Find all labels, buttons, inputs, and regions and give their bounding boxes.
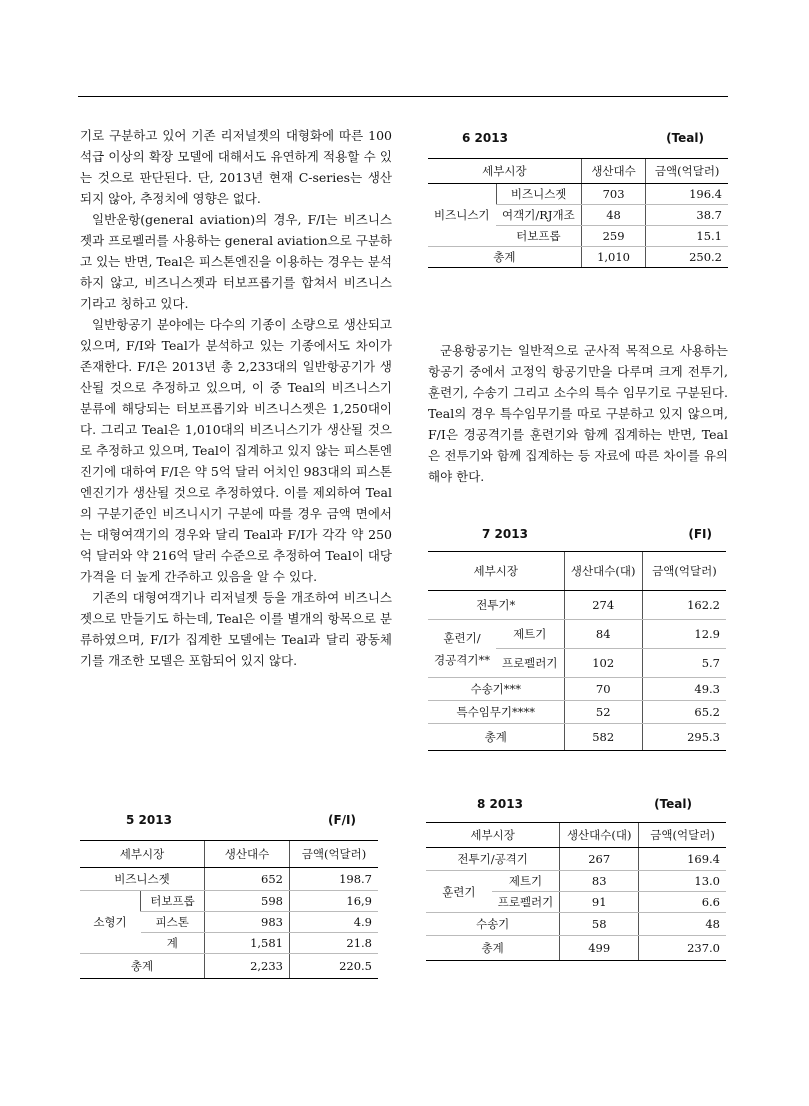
left-column-text [80,125,392,671]
table-7-trainer-row-1-units: 84 [564,620,642,649]
table-7-trainer-row-1-amount: 12.9 [642,620,726,649]
table-6-row-2-amount: 38.7 [646,205,728,226]
table-6-caption-title: 6 2013 [462,131,508,145]
paragraph-2: 일반운항(general aviation)의 경우, F/I는 비즈니스젯과 프로펠러를 사용하는 general aviation으로 구분하고 있는 반면, Teal은 피스톤엔진을 이용하는 경우는 분석하지 않고, 비즈니스젯과 터보프롭기를 합쳐서 비즈니스기라고 칭하고 있다. [80,212,392,311]
table-7 [428,551,726,751]
table-6-header-units: 생산대수 [581,159,646,184]
table-8-trainer-row-2-sub: 프로펠러기 [492,892,560,913]
table-8-trainer-group: 훈련기 [426,871,492,913]
table-5-row-3-amount: 21.8 [290,933,379,954]
table-7-header-units: 생산대수(대) [564,552,642,591]
table-8-transport-units: 58 [560,913,639,936]
table-8-transport-amount: 48 [639,913,726,936]
right-column-text [428,340,728,487]
table-8-header-units: 생산대수(대) [560,823,639,848]
table-7-trainer-group [428,620,496,678]
table-7-total-amount: 295.3 [642,724,726,751]
table-8-fighter-amount: 169.4 [639,848,726,871]
table-7-special-units: 52 [564,701,642,724]
table-5-row-3-sub: 계 [141,933,205,954]
table-6-row-3-sub: 터보프롭 [496,226,581,247]
table-6-row-3-units: 259 [581,226,646,247]
table-5-group: 소형기 [80,891,141,954]
table-7-trainer-row-2-units: 102 [564,649,642,678]
table-5-caption-title: 5 2013 [126,813,172,827]
table-7-total-label: 총계 [428,724,564,751]
table-5-bizjet-units: 652 [205,868,290,891]
table-7-special-amount: 65.2 [642,701,726,724]
table-7-transport-amount: 49.3 [642,678,726,701]
table-5-row-2-units: 983 [205,912,290,933]
table-8 [426,822,726,961]
table-5-total-amount: 220.5 [290,954,379,979]
table-5-row-1-amount: 16,9 [290,891,379,912]
table-5-header-units: 생산대수 [205,841,290,868]
table-5-caption-source: (F/I) [327,813,356,827]
table-8-trainer-row-2-amount: 6.6 [639,892,726,913]
table-7-caption-source: (FI) [688,527,712,541]
paragraph-1: 기로 구분하고 있어 기존 리저널젯의 대형화에 따른 100석급 이상의 확장 모델에 대해서도 유연하게 적용할 수 있는 것으로 판단된다. 단, 2013년 현재 C-series는 생산되지 않아, 추정치에 영향은 없다. [80,128,392,206]
paragraph-4: 기존의 대형여객기나 리저널젯 등을 개조하여 비즈니스젯으로 만들기도 하는데, Teal은 이를 별개의 항목으로 분류하였으며, F/I가 집계한 모델에는 Teal과 달리 광동체기를 개조한 모델은 포함되어 있지 않다. [80,590,392,668]
table-7-total-units: 582 [564,724,642,751]
table-8-caption-source: (Teal) [654,797,692,811]
table-5-header-market: 세부시장 [80,841,205,868]
table-6-header-amount: 금액(억달러) [646,159,728,184]
table-5-bizjet-amount: 198.7 [290,868,379,891]
table-6-row-1-units: 703 [581,184,646,205]
table-8-header-market: 세부시장 [426,823,560,848]
table-8-total-units: 499 [560,936,639,961]
table-6-row-1-amount: 196.4 [646,184,728,205]
paragraph-3: 일반항공기 분야에는 다수의 기종이 소량으로 생산되고 있으며, F/I와 Teal가 분석하고 있는 기종에서도 차이가 존재한다. F/I은 2013년 총 2,233대의 일반항공기가 생산될 것으로 추정하고 있으며, 이 중 Teal의 비즈니스기 분류에 해당되는 터보프롭기와 비즈니스젯은 1,250대이다. 그리고 Teal은 1,010대의 비즈니스기가 생산될 것으로 추정하고 있으며, Teal이 집계하고 있지 않는 피스톤엔진기에 대하여 F/I은 약 5억 달러 어치인 983대의 피스톤 엔진기가 생산될 것으로 추정하였다. 이를 제외하여 Teal의 구분기준인 비즈니시기 구분에 따를 경우 금액 면에서는 대형여객기의 경우와 달리 Teal과 F/I가 각각 약 250억 달러와 약 216억 달러 수준으로 추정하여 Teal이 대당 가격을 더 높게 간주하고 있음을 알 수 있다. [80,317,392,584]
table-7-header-amount: 금액(억달러) [642,552,726,591]
table-8-caption-title: 8 2013 [477,797,523,811]
table-8-trainer-row-1-amount: 13.0 [639,871,726,892]
table-5 [80,840,378,979]
table-8-trainer-row-2-units: 91 [560,892,639,913]
table-7-fighter-amount: 162.2 [642,591,726,620]
table-8-transport-label: 수송기 [426,913,560,936]
table-6 [428,158,728,268]
table-8-total-label: 총계 [426,936,560,961]
table-5-row-2-amount: 4.9 [290,912,379,933]
table-5-row-1-sub: 터보프롭 [141,891,205,912]
table-6-total-label: 총계 [428,247,581,268]
table-5-row-3-units: 1,581 [205,933,290,954]
table-6-row-2-units: 48 [581,205,646,226]
header-rule [78,96,728,97]
table-8-header-amount: 금액(억달러) [639,823,726,848]
table-7-transport-label: 수송기*** [428,678,564,701]
table-8-fighter-units: 267 [560,848,639,871]
paragraph-military: 군용항공기는 일반적으로 군사적 목적으로 사용하는 항공기 중에서 고정익 항공기만을 다루며 크게 전투기, 훈련기, 수송기 그리고 소수의 특수 임무기로 구분된다. Teal의 경우 특수임무기를 따로 구분하고 있지 않으며, F/I은 경공격기를 훈련기와 함께 집계하는 반면, Teal은 전투기와 함께 집계하는 등 자료에 따른 차이를 유의해야 한다. [428,343,728,484]
table-6-caption-source: (Teal) [666,131,704,145]
table-7-special-label: 특수임무기**** [428,701,564,724]
table-6-total-amount: 250.2 [646,247,728,268]
table-7-fighter-label: 전투기* [428,591,564,620]
table-8-trainer-row-1-units: 83 [560,871,639,892]
table-6-row-1-sub: 비즈니스젯 [496,184,581,205]
table-8-fighter-label: 전투기/공격기 [426,848,560,871]
table-6-row-3-amount: 15.1 [646,226,728,247]
table-6-total-units: 1,010 [581,247,646,268]
table-6-header-market: 세부시장 [428,159,581,184]
table-7-caption-title: 7 2013 [482,527,528,541]
table-8-total-amount: 237.0 [639,936,726,961]
table-7-header-market: 세부시장 [428,552,564,591]
table-5-total-units: 2,233 [205,954,290,979]
table-7-trainer-group-line2: 경공격기** [434,652,490,667]
table-5-total-label: 총계 [80,954,205,979]
table-7-trainer-row-2-sub: 프로펠러기 [496,649,564,678]
table-5-header-amount: 금액(억달러) [290,841,379,868]
table-5-row-1-units: 598 [205,891,290,912]
table-6-row-2-sub: 여객기/RJ개조 [496,205,581,226]
table-6-group: 비즈니스기 [428,184,496,247]
table-8-trainer-row-1-sub: 제트기 [492,871,560,892]
table-7-trainer-row-1-sub: 제트기 [496,620,564,649]
table-7-trainer-group-line1: 훈련기/ [443,630,481,645]
table-5-row-2-sub: 피스톤 [141,912,205,933]
table-7-trainer-row-2-amount: 5.7 [642,649,726,678]
table-5-bizjet-label: 비즈니스젯 [80,868,205,891]
table-7-fighter-units: 274 [564,591,642,620]
table-7-transport-units: 70 [564,678,642,701]
